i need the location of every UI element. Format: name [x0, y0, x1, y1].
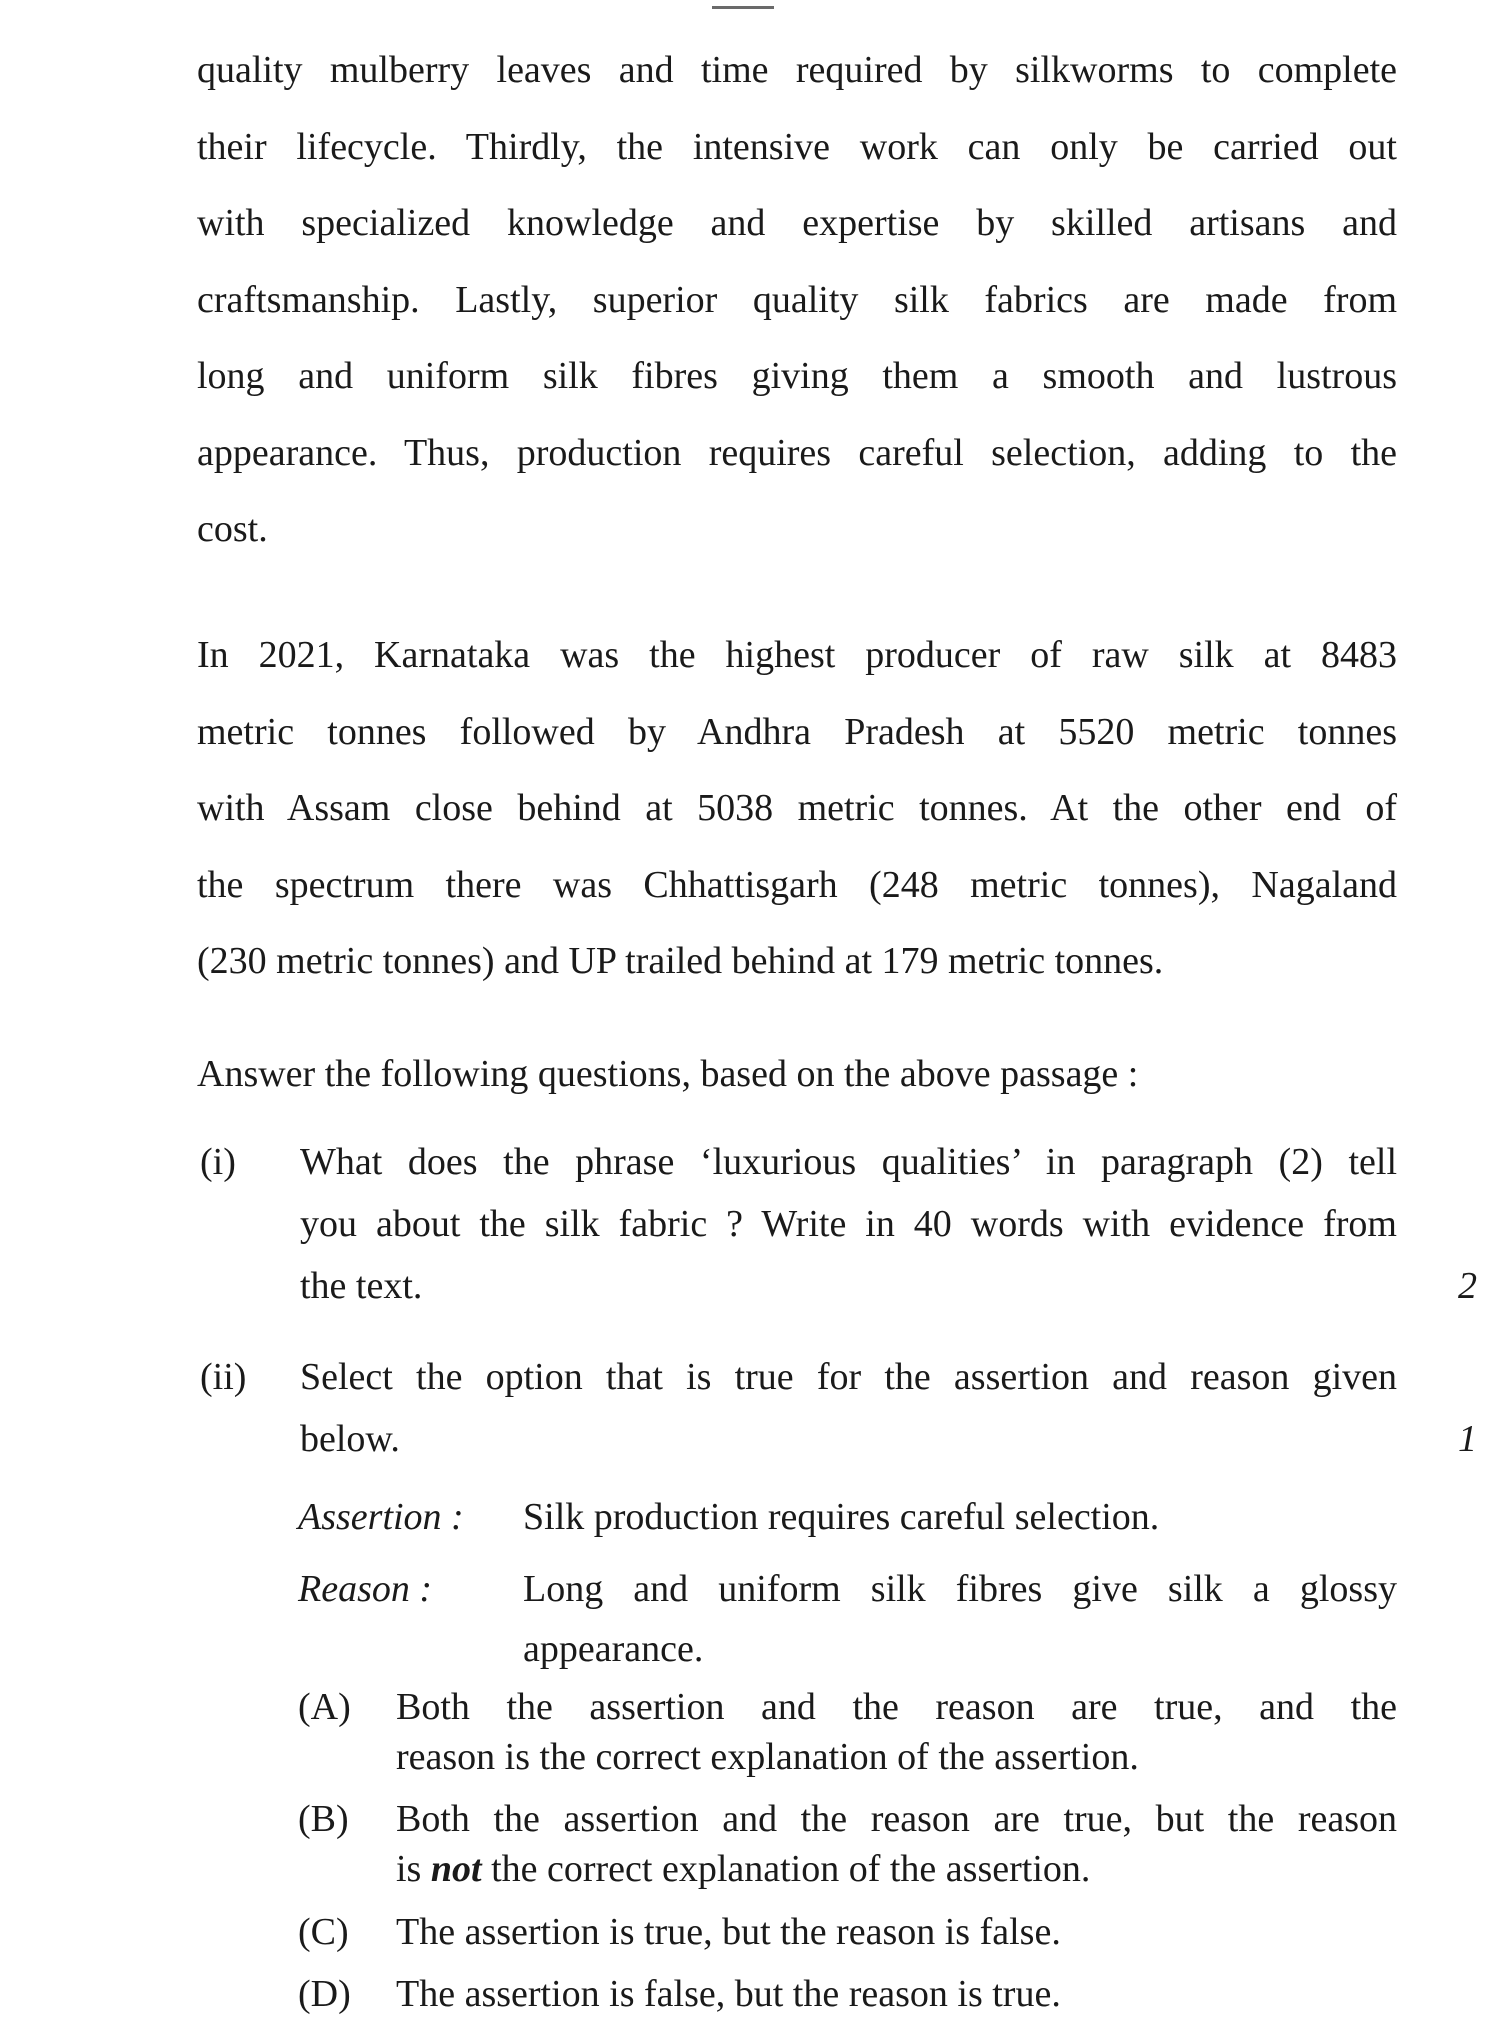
- question-number-ii: (ii): [200, 1356, 247, 1398]
- option-d-text: [396, 1969, 1397, 2019]
- option-line: Both the assertion and the reason are true, and the: [396, 1686, 1397, 1728]
- reason-line: appearance.: [523, 1628, 704, 1670]
- question-line: the text.: [300, 1265, 423, 1307]
- option-c-text: [396, 1907, 1397, 1957]
- option-a-text: [396, 1682, 1397, 1782]
- option-c-letter: (C): [298, 1911, 349, 1953]
- option-line: [396, 1844, 1397, 1894]
- paragraph-line: the spectrum there was Chhattisgarh (248 metric tonnes), Nagaland: [197, 863, 1397, 906]
- paragraph-line: craftsmanship. Lastly, superior quality silk fabrics are made from: [197, 278, 1397, 321]
- paragraph-line: appearance. Thus, production requires careful selection, adding to the: [197, 431, 1397, 474]
- paragraph-line: cost.: [197, 508, 268, 550]
- option-line: Both the assertion and the reason are true, but the reason: [396, 1798, 1397, 1840]
- option-d-letter: (D): [298, 1973, 351, 2015]
- passage-paragraph-2: [197, 617, 1397, 1000]
- question-text-i: [300, 1131, 1397, 1317]
- reason-line: Long and uniform silk fibres give silk a glossy: [523, 1568, 1397, 1610]
- option-line-post: the correct explanation of the assertion.: [481, 1848, 1091, 1890]
- option-line: The assertion is true, but the reason is false.: [396, 1911, 1061, 1953]
- option-line: The assertion is false, but the reason is true.: [396, 1973, 1061, 2015]
- paragraph-line: with specialized knowledge and expertise by skilled artisans and: [197, 202, 1397, 244]
- paragraph-line: quality mulberry leaves and time required by silkworms to complete: [197, 49, 1397, 91]
- question-marks-ii: 1: [1458, 1418, 1477, 1460]
- page-number-mark: [712, 0, 774, 9]
- question-line: Select the option that is true for the assertion and reason given: [300, 1356, 1397, 1398]
- option-line-pre: is: [396, 1848, 431, 1890]
- option-line: reason is the correct explanation of the assertion.: [396, 1736, 1139, 1778]
- paragraph-line: In 2021, Karnataka was the highest producer of raw silk at 8483: [197, 634, 1397, 676]
- paragraph-line: with Assam close behind at 5038 metric tonnes. At the other end of: [197, 787, 1397, 829]
- option-b-letter: (B): [298, 1798, 349, 1840]
- question-line: What does the phrase ‘luxurious qualities’ in paragraph (2) tell: [300, 1141, 1397, 1183]
- question-marks-i: 2: [1458, 1265, 1477, 1307]
- assertion-label: Assertion :: [298, 1496, 464, 1538]
- option-b-text: [396, 1794, 1397, 1894]
- option-a-letter: (A): [298, 1686, 351, 1728]
- paragraph-line: metric tonnes followed by Andhra Pradesh at 5520 metric tonnes: [197, 710, 1397, 753]
- option-emphasis-not: not: [430, 1848, 482, 1890]
- reason-text: [523, 1559, 1397, 1679]
- passage-paragraph-1: [197, 32, 1397, 568]
- paragraph-line: their lifecycle. Thirdly, the intensive work can only be carried out: [197, 125, 1397, 168]
- reason-label: Reason :: [298, 1568, 433, 1610]
- question-line: you about the silk fabric ? Write in 40 words with evidence from: [300, 1203, 1397, 1245]
- question-line: below.: [300, 1418, 400, 1460]
- assertion-text: Silk production requires careful selection.: [523, 1496, 1160, 1538]
- question-text-ii: [300, 1346, 1397, 1470]
- questions-instruction: Answer the following questions, based on the above passage :: [197, 1053, 1139, 1095]
- paragraph-line: long and uniform silk fibres giving them a smooth and lustrous: [197, 355, 1397, 397]
- paragraph-line: (230 metric tonnes) and UP trailed behind at 179 metric tonnes.: [197, 940, 1164, 982]
- question-number-i: (i): [200, 1141, 236, 1183]
